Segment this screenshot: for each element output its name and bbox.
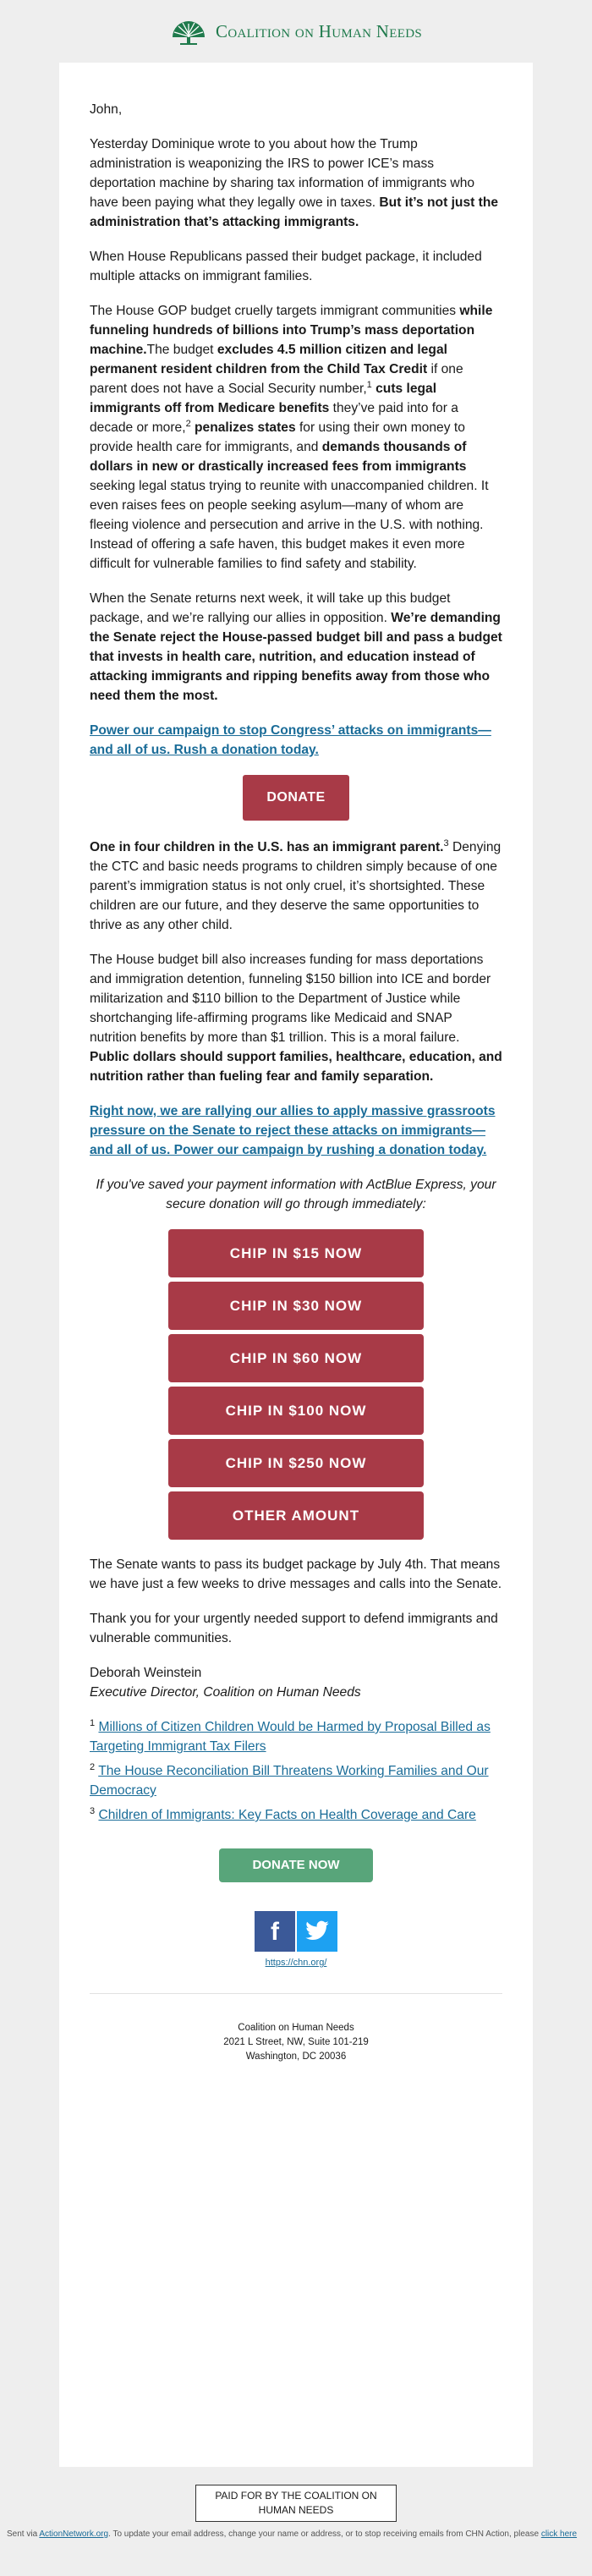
donation-link-1[interactable]: Power our campaign to stop Congress’ attacks on immigrants—and all of us. Rush a donation today. — [90, 723, 491, 757]
footnote-num: 1 — [90, 1717, 96, 1728]
chip-100-button[interactable]: CHIP IN $100 NOW — [168, 1387, 424, 1435]
divider — [90, 1993, 502, 1994]
footnote-ref-2[interactable]: 2 — [185, 418, 191, 429]
address-line-1: Coalition on Human Needs — [238, 2023, 354, 2033]
p4-bold: We’re demanding the Senate reject the House-passed budget bill and pass a budget that invests in health care, nutrition, and education instead of attacking immigrants and ripping benefits away from those who need them the most. — [90, 611, 502, 703]
chip-buttons — [90, 1229, 502, 1540]
paragraph-2: When House Republicans passed their budget package, it included multiple attacks on immigrant families. — [90, 250, 482, 283]
chip-250-button[interactable]: CHIP IN $250 NOW — [168, 1439, 424, 1487]
p1-text: Yesterday Dominique wrote to you about how the Trump administration is weaponizing the IRS to power ICE’s mass deportation machine by sharing tax information of immigrants who have been paying what they legally owe in taxes. — [90, 137, 475, 210]
facebook-icon[interactable]: f — [255, 1911, 295, 1952]
footnotes — [90, 1717, 502, 1825]
tree-icon — [170, 17, 207, 46]
other-amount-button[interactable]: OTHER AMOUNT — [168, 1491, 424, 1540]
email-content — [59, 63, 533, 2064]
p6-bold: Public dollars should support families, healthcare, education, and nutrition rather than fueling fear and family separation. — [90, 1050, 502, 1084]
p1-bold: But it’s not just the administration that’s attacking immigrants. — [90, 195, 499, 229]
p3-d: excludes 4.5 million citizen and legal permanent resident children from the Child Tax Credit — [90, 343, 447, 376]
click-here-link[interactable]: click here — [540, 2529, 578, 2539]
donation-link-2[interactable]: Right now, we are rallying our allies to apply massive grassroots pressure on the Senate to reject these attacks on immigrants—and all of us. Power our campaign by rushing a donation today. — [90, 1104, 496, 1157]
p3-e: if one parent does not have a Social Security number, — [90, 362, 463, 396]
actblue-note: If you've saved your payment information with ActBlue Express, your secure donation will go through immediately: — [96, 1178, 496, 1211]
chip-30-button[interactable]: CHIP IN $30 NOW — [168, 1282, 424, 1330]
unsubscribe-disclaimer — [7, 2528, 585, 2540]
sent-via-prefix: Sent via — [7, 2529, 40, 2539]
paragraph-4 — [90, 589, 502, 706]
footnote-link-3[interactable]: Children of Immigrants: Key Facts on Health Coverage and Care — [98, 1808, 476, 1822]
paragraph-8: Thank you for your urgently needed support to defend immigrants and vulnerable communities. — [90, 1612, 498, 1645]
p3-f: cuts legal immigrants off from Medicare benefits — [90, 382, 437, 415]
p3-i: for using their own money to provide health care for immigrants, and — [90, 420, 465, 454]
chip-60-button[interactable]: CHIP IN $60 NOW — [168, 1334, 424, 1382]
actionnetwork-link[interactable]: ActionNetwork.org — [39, 2529, 109, 2539]
footnote-3 — [90, 1805, 502, 1825]
paid-for-text: PAID FOR BY THE COALITION ON HUMAN NEEDS — [215, 2490, 377, 2516]
p3-b: while funneling hundreds of billions into Trump’s mass deportation machine. — [90, 304, 493, 357]
signature — [90, 1663, 502, 1702]
address-line-3: Washington, DC 20036 — [245, 2051, 347, 2062]
footnote-num: 3 — [90, 1805, 96, 1816]
p3-j: demands thousands of dollars in new or drastically increased fees from immigrants — [90, 440, 467, 474]
p3-g: they’ve paid into for a decade or more, — [90, 401, 458, 435]
footnote-ref-1[interactable]: 1 — [366, 379, 372, 390]
mailing-address — [90, 2021, 502, 2064]
p3-c: The budget — [146, 343, 217, 357]
p3-h: penalizes states — [190, 420, 296, 435]
paragraph-6 — [90, 950, 502, 1086]
footnote-link-1[interactable]: Millions of Citizen Children Would be Harmed by Proposal Billed as Targeting Immigrant Tax Filers — [90, 1720, 491, 1754]
paragraph-1 — [90, 135, 502, 232]
footnote-1 — [90, 1717, 502, 1756]
p3-a: The House GOP budget cruelly targets immigrant communities — [90, 304, 460, 318]
twitter-icon[interactable] — [297, 1911, 337, 1952]
p5-bold: One in four children in the U.S. has an immigrant parent. — [90, 840, 444, 854]
email-header — [0, 0, 592, 63]
twitter-bird-icon — [304, 1920, 330, 1942]
signature-title: Executive Director, Coalition on Human Needs — [90, 1685, 361, 1700]
footnote-ref-3[interactable]: 3 — [443, 838, 449, 849]
paragraph-5 — [90, 838, 502, 935]
paid-for-box — [195, 2485, 397, 2522]
p5-text: Denying the CTC and basic needs programs to children simply because of one parent’s immigration status is not only cruel, it’s shortsighted. These children are our future, and they deserve the same opportunities to thrive as any other child. — [90, 840, 502, 932]
website-link[interactable]: https://chn.org/ — [265, 1958, 327, 1968]
address-line-2: 2021 L Street, NW, Suite 101-219 — [223, 2037, 369, 2047]
footnote-link-2[interactable]: The House Reconciliation Bill Threatens Working Families and Our Democracy — [90, 1764, 489, 1798]
p6-text: The House budget bill also increases funding for mass deportations and immigration detention, funneling $150 billion into ICE and border militarization and $110 billion to the Department of Justice while shortchanging life-affirming programs like Medicaid and SNAP nutrition benefits by more than $1 trillion. This is a moral failure. — [90, 953, 491, 1045]
footnote-2 — [90, 1761, 502, 1800]
org-logo-text[interactable]: Coalition on Human Needs — [216, 20, 422, 41]
paragraph-7: The Senate wants to pass its budget package by July 4th. That means we have just a few weeks to drive messages and calls into the Senate. — [90, 1557, 502, 1591]
donate-now-button[interactable]: DONATE NOW — [219, 1848, 373, 1882]
email-card — [59, 63, 533, 2467]
chip-15-button[interactable]: CHIP IN $15 NOW — [168, 1229, 424, 1277]
sent-via-suffix: . To update your email address, change your name or address, or to stop receiving emails from CHN Action, please — [108, 2529, 541, 2539]
donate-button[interactable]: DONATE — [243, 775, 349, 821]
p3-k: seeking legal status trying to reunite with unaccompanied children. It even raises fees on people seeking asylum—many of whom are fleeing violence and persecution and arrive in the U.S. with nothing. Instead of offering a safe haven, this budget makes it even more difficult for vulnerable families to find safety and stability. — [90, 479, 489, 571]
greeting: John, — [90, 102, 123, 117]
paragraph-3 — [90, 301, 502, 574]
p4-text: When the Senate returns next week, it will take up this budget package, and we’re rallying our allies in opposition. — [90, 591, 451, 625]
social-icons — [90, 1911, 502, 1952]
footnote-num: 2 — [90, 1761, 96, 1772]
signature-name: Deborah Weinstein — [90, 1666, 202, 1680]
